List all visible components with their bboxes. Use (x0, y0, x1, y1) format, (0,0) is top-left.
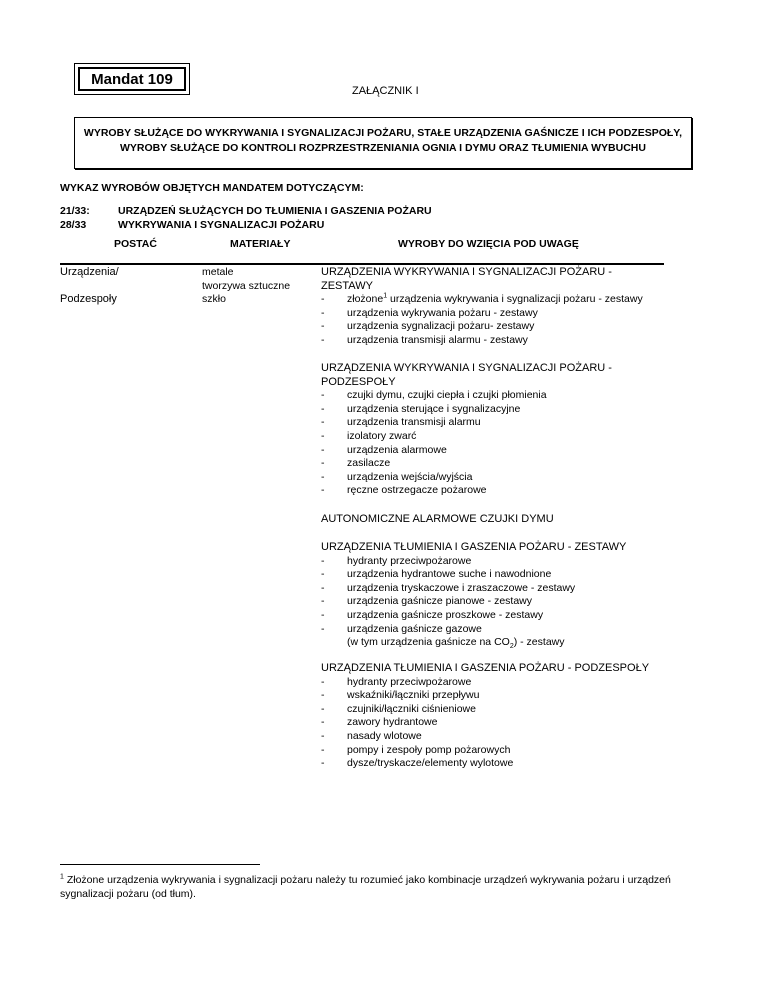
footnote-mark: 1 (60, 873, 64, 881)
list-item: - urządzenia wykrywania pożaru - zestawy (321, 307, 643, 321)
group-item-list (321, 555, 626, 637)
postac-line-1: Urządzenia/ (60, 266, 119, 278)
list-item: - zasilacze (321, 457, 612, 471)
footnote-line-1 (60, 873, 704, 887)
list-item: - urządzenia sygnalizacji pożaru- zestawy (321, 320, 643, 334)
list-item: - urządzenia sterujące i sygnalizacyjne (321, 403, 612, 417)
list-item: - urządzenia alarmowe (321, 444, 612, 458)
item-note (321, 636, 626, 650)
list-item: - urządzenia gaśnicze proszkowe - zestawy (321, 609, 626, 623)
group-smoke-alarms: AUTONOMICZNE ALARMOWE CZUJKI DYMU (321, 513, 554, 525)
group-title: URZĄDZENIA WYKRYWANIA I SYGNALIZACJI POŻARU - (321, 266, 612, 278)
footnote-text: Złożone urządzenia wykrywania i sygnalizacji pożaru należy tu rozumieć jako kombinacje urządzeń wykrywania pożaru i urządzeń (66, 874, 671, 886)
list-item: - wskaźniki/łączniki przepływu (321, 689, 649, 703)
list-item: - hydranty przeciwpożarowe (321, 676, 649, 690)
mandate-title: Mandat 109 (91, 70, 173, 88)
list-item (321, 293, 643, 307)
group-item-list (321, 389, 612, 498)
mandate-box (74, 63, 190, 95)
group-suppression-sets (321, 541, 626, 650)
list-item: - ręczne ostrzegacze pożarowe (321, 484, 612, 498)
postac-line-2: Podzespoły (60, 293, 117, 305)
column-header-wyroby: WYROBY DO WZIĘCIA POD UWAGĘ (398, 238, 579, 250)
list-item: - zawory hydrantowe (321, 716, 649, 730)
group-detection-sets (321, 266, 643, 348)
footnote (60, 873, 704, 901)
code-28-33-text: WYKRYWANIA I SYGNALIZACJI POŻARU (118, 219, 325, 231)
group-title: URZĄDZENIA WYKRYWANIA I SYGNALIZACJI POŻARU - (321, 362, 612, 374)
group-title: URZĄDZENIA TŁUMIENIA I GASZENIA POŻARU - ZESTAWY (321, 541, 627, 553)
list-item: - urządzenia transmisji alarmu (321, 416, 612, 430)
list-heading: WYKAZ WYROBÓW OBJĘTYCH MANDATEM DOTYCZĄCYM: (60, 182, 364, 194)
item-note-text-end: ) - zestawy (513, 636, 565, 649)
header-rule (60, 263, 664, 265)
item-text: urządzenia wykrywania i sygnalizacji pożaru - zestawy (390, 293, 643, 306)
list-item: - urządzenia tryskaczowe i zraszaczowe - zestawy (321, 582, 626, 596)
group-suppression-components (321, 662, 649, 771)
group-item-list (321, 676, 649, 771)
annex-label: ZAŁĄCZNIK I (352, 85, 419, 97)
code-21-33: 21/33: (60, 205, 90, 217)
column-header-materialy: MATERIAŁY (230, 238, 291, 250)
group-title-cont: ZESTAWY (321, 279, 373, 292)
list-item: - urządzenia hydrantowe suche i nawodnione (321, 568, 626, 582)
list-item: - pompy i zespoły pomp pożarowych (321, 744, 649, 758)
code-28-33: 28/33 (60, 219, 87, 231)
material-item: szkło (202, 293, 226, 306)
materials-list (202, 266, 290, 307)
list-item: - izolatory zwarć (321, 430, 612, 444)
list-item: - urządzenia gaśnicze gazowe (321, 623, 626, 637)
title-line-2: WYROBY SŁUŻĄCE DO KONTROLI ROZPRZESTRZENIANIA OGNIA I DYMU ORAZ TŁUMIENIA WYBUCHU (120, 142, 646, 154)
footnote-rule (60, 864, 260, 865)
footnote-mark: 1 (383, 292, 388, 300)
group-item-list (321, 293, 643, 347)
title-box (74, 117, 692, 169)
material-item: metale (202, 266, 234, 278)
list-item: - urządzenia wejścia/wyjścia (321, 471, 612, 485)
list-item: - dysze/tryskacze/elementy wylotowe (321, 757, 649, 771)
group-detection-components (321, 362, 612, 498)
footnote-line-2: sygnalizacji pożaru (od tłum). (60, 888, 196, 900)
item-prefix: złożone (347, 293, 384, 306)
list-item: - czujniki/łączniki ciśnieniowe (321, 703, 649, 717)
list-item: - czujki dymu, czujki ciepła i czujki płomienia (321, 389, 612, 403)
code-21-33-text: URZĄDZEŃ SŁUŻĄCYCH DO TŁUMIENIA I GASZENIA POŻARU (118, 205, 432, 217)
list-item: - nasady wlotowe (321, 730, 649, 744)
subscript: 2 (509, 643, 514, 651)
column-header-postac: POSTAĆ (114, 238, 157, 250)
list-item: - urządzenia transmisji alarmu - zestawy (321, 334, 643, 348)
list-item: - hydranty przeciwpożarowe (321, 555, 626, 569)
material-item: tworzywa sztuczne (202, 279, 291, 292)
list-item: - urządzenia gaśnicze pianowe - zestawy (321, 595, 626, 609)
group-title: URZĄDZENIA TŁUMIENIA I GASZENIA POŻARU - PODZESPOŁY (321, 662, 650, 674)
title-line-1: WYROBY SŁUŻĄCE DO WYKRYWANIA I SYGNALIZACJI POŻARU, STAŁE URZĄDZENIA GAŚNICZE I ICH PODZESPOŁY, (83, 127, 683, 139)
item-note-text: (w tym urządzenia gaśnicze na CO (347, 636, 510, 649)
group-title-cont: PODZESPOŁY (321, 375, 396, 388)
